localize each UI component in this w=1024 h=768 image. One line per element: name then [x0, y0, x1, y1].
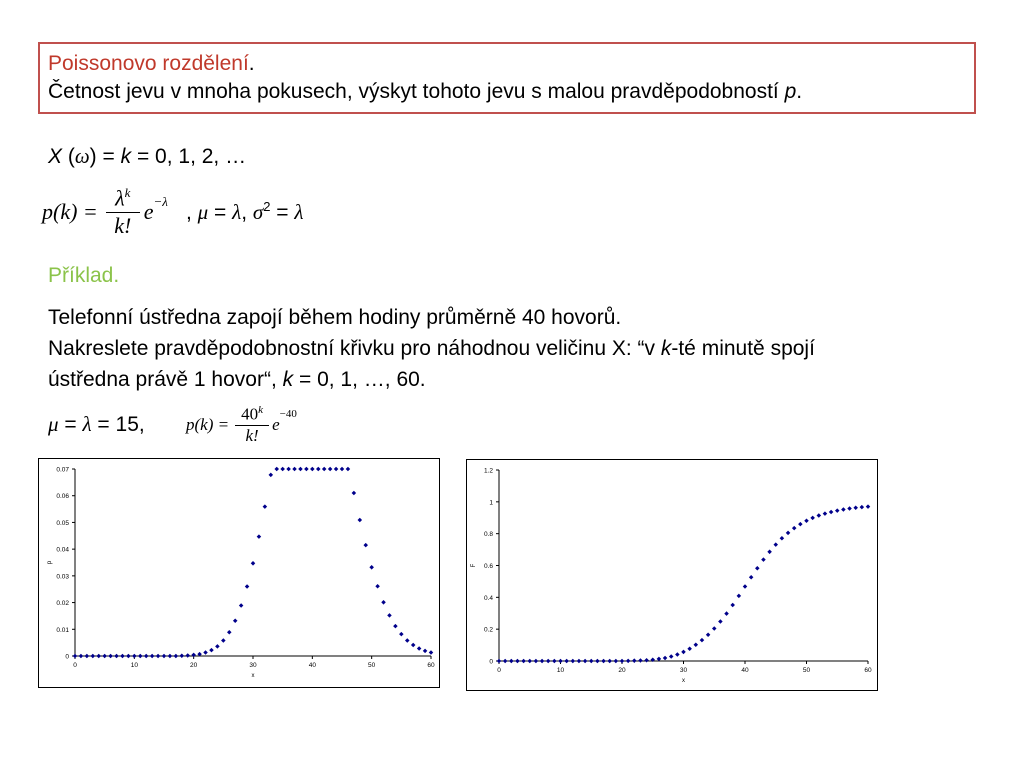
data-point: [150, 654, 155, 659]
subtitle-text: Četnost jevu v mnoha pokusech, výskyt tohoto jevu s malou pravděpodobností: [48, 80, 785, 103]
data-point: [515, 659, 520, 664]
data-point: [712, 626, 717, 631]
data-point: [274, 467, 279, 472]
data-point: [363, 543, 368, 548]
data-point: [663, 656, 668, 661]
data-point: [233, 618, 238, 623]
data-point: [687, 646, 692, 651]
y-tick-label: 1: [489, 499, 493, 507]
data-point: [589, 659, 594, 664]
data-point: [399, 632, 404, 637]
formula3-num-sup: k: [258, 404, 264, 417]
data-point: [185, 653, 190, 658]
data-point: [669, 654, 674, 659]
formula2-comma: ,: [241, 201, 253, 224]
data-point: [108, 654, 113, 659]
formula2-num-sup: k: [124, 185, 131, 201]
data-point: [245, 584, 250, 589]
data-point: [381, 600, 386, 605]
data-point: [866, 504, 871, 509]
formula2-moments: [186, 199, 304, 225]
text-line-3b: = 0, 1, …, 60.: [293, 368, 426, 391]
y-axis-label: F: [471, 563, 477, 568]
formula-random-variable: [48, 144, 246, 169]
data-point: [564, 659, 569, 664]
data-point: [829, 510, 834, 515]
data-point: [322, 467, 327, 472]
data-point: [209, 648, 214, 653]
chart-cdf-box: [466, 459, 878, 691]
data-point: [509, 659, 514, 664]
data-point: [798, 522, 803, 527]
data-point: [632, 658, 637, 663]
formula-example-params: [48, 412, 145, 437]
formula1-close: ) =: [89, 145, 121, 168]
data-point: [346, 467, 351, 472]
y-tick-label: 0: [65, 653, 69, 661]
chart-cdf: [467, 460, 877, 690]
data-point: [73, 654, 78, 659]
subtitle-line: [48, 78, 966, 106]
data-point: [298, 467, 303, 472]
text-line-3: [48, 368, 426, 392]
data-point: [743, 584, 748, 589]
data-point: [503, 659, 508, 664]
formula3-num-40: 40: [241, 404, 259, 424]
text-line-1: Telefonní ústředna zapojí během hodiny průměrně 40 hovorů.: [48, 306, 622, 329]
data-point: [749, 575, 754, 580]
data-point: [221, 638, 226, 643]
data-point: [786, 531, 791, 536]
data-point: [823, 511, 828, 516]
y-tick-label: 0.8: [483, 531, 493, 539]
subtitle-end: .: [796, 80, 803, 103]
data-point: [620, 659, 625, 664]
formula2-num-lambda: λ: [115, 185, 125, 211]
data-point: [85, 654, 90, 659]
data-point: [540, 659, 545, 664]
data-point: [552, 659, 557, 664]
data-point: [429, 650, 434, 655]
x-tick-label: 60: [864, 667, 872, 674]
formula2-exp-sup: −λ: [153, 194, 168, 209]
data-point: [96, 654, 101, 659]
data-point: [841, 507, 846, 512]
data-point: [304, 467, 309, 472]
formula2-eq2: =: [270, 201, 295, 224]
data-point: [132, 654, 137, 659]
data-point: [263, 504, 268, 509]
formula1-k: k: [120, 145, 132, 168]
formula2-lhs: p(k) =: [42, 199, 98, 224]
y-tick-label: 0.04: [56, 546, 69, 554]
data-point: [835, 508, 840, 513]
text-line-2k: k: [660, 337, 672, 360]
subtitle-var: p: [784, 80, 797, 103]
data-point: [239, 603, 244, 608]
formula2-eq1: =: [208, 201, 233, 224]
x-tick-label: 50: [368, 662, 376, 669]
formula2-denominator: k!: [114, 212, 132, 238]
x-tick-label: 0: [73, 662, 77, 669]
formula1-open: (: [62, 145, 75, 168]
text-line-2b: -té minutě spojí: [671, 337, 815, 360]
data-point: [638, 658, 643, 663]
data-point: [168, 654, 173, 659]
title-heading-dot: .: [248, 52, 255, 75]
data-point: [601, 659, 606, 664]
formula3-eq1: =: [58, 413, 83, 436]
formula3-lhs: p(k) =: [186, 415, 230, 434]
formula2-mu: μ: [197, 200, 209, 224]
x-tick-label: 20: [190, 662, 198, 669]
data-point: [280, 467, 285, 472]
x-tick-label: 60: [427, 662, 435, 669]
formula2-sigma-sup: 2: [263, 199, 271, 214]
data-point: [730, 603, 735, 608]
data-point: [257, 534, 262, 539]
data-point: [215, 644, 220, 649]
data-point: [340, 467, 345, 472]
formula3-lambda: λ: [82, 412, 92, 436]
data-point: [227, 630, 232, 635]
title-box: [38, 42, 976, 114]
data-point: [375, 584, 380, 589]
data-point: [292, 467, 297, 472]
data-point: [810, 516, 815, 521]
x-tick-label: 0: [497, 667, 501, 674]
data-point: [144, 654, 149, 659]
example-label: Příklad.: [48, 264, 120, 287]
y-tick-label: 0.6: [483, 563, 493, 570]
y-tick-label: 0.06: [56, 493, 69, 501]
formula2-comma-lead: ,: [185, 201, 198, 224]
data-point: [269, 473, 274, 478]
data-point: [162, 654, 167, 659]
title-heading: Poissonovo rozdělení: [48, 52, 249, 75]
y-tick-label: 0.01: [56, 626, 69, 634]
data-point: [174, 654, 179, 659]
data-point: [521, 659, 526, 664]
data-point: [737, 594, 742, 599]
formula2-lambda2: λ: [294, 200, 304, 224]
data-point: [369, 565, 374, 570]
formula3-denominator: k!: [245, 425, 259, 445]
data-point: [761, 557, 766, 562]
data-point: [626, 659, 631, 664]
data-point: [694, 643, 699, 648]
data-point: [358, 518, 363, 523]
data-point: [847, 506, 852, 511]
x-tick-label: 10: [556, 667, 565, 674]
data-point: [607, 659, 612, 664]
formula1-rest: = 0, 1, 2, …: [131, 145, 247, 168]
formula2-numerator: [106, 185, 140, 211]
text-line-2: [48, 337, 815, 361]
data-point: [780, 536, 785, 541]
data-point: [614, 659, 619, 664]
data-point: [718, 619, 723, 624]
title-line: [48, 50, 966, 78]
data-point: [180, 653, 185, 658]
data-point: [724, 611, 729, 616]
y-tick-label: 1.2: [483, 467, 493, 475]
text-line-3k: k: [282, 368, 294, 391]
data-point: [583, 659, 588, 664]
chart-pmf-box: [38, 458, 440, 688]
data-point: [102, 654, 107, 659]
x-tick-label: 10: [130, 662, 138, 669]
formula2-exp-base: e: [143, 199, 154, 224]
formula1-omega: ω: [74, 144, 90, 168]
data-point: [79, 654, 84, 659]
y-tick-label: 0.4: [483, 594, 493, 602]
y-tick-label: 0.2: [483, 626, 493, 634]
data-point: [387, 613, 392, 618]
text-line-3a: ústředna právě 1 hovor“,: [48, 368, 283, 391]
data-point: [251, 561, 256, 566]
data-point: [577, 659, 582, 664]
data-point: [497, 659, 502, 664]
data-point: [417, 646, 422, 651]
data-point: [91, 654, 96, 659]
x-tick-label: 20: [618, 667, 626, 674]
chart-pmf: [39, 459, 439, 687]
text-line-2a: Nakreslete pravděpodobnostní křivku pro náhodnou veličinu X: “v: [48, 337, 661, 360]
data-point: [114, 654, 119, 659]
data-point: [527, 659, 532, 664]
data-point: [328, 467, 333, 472]
data-point: [755, 566, 760, 571]
data-point: [792, 526, 797, 531]
y-tick-label: 0.07: [56, 466, 69, 474]
y-tick-label: 0.05: [56, 519, 69, 527]
x-tick-label: 40: [741, 667, 749, 674]
data-point: [767, 550, 772, 555]
formula-poisson-pmf: [42, 180, 304, 244]
data-point: [860, 505, 865, 510]
data-point: [804, 519, 809, 524]
formula3-fraction: [235, 404, 269, 446]
data-point: [423, 649, 428, 654]
y-tick-label: 0.03: [56, 573, 69, 581]
data-point: [853, 505, 858, 510]
data-point: [138, 654, 143, 659]
data-point: [595, 659, 600, 664]
formula-example-pmf: [186, 396, 297, 454]
data-point: [773, 542, 778, 547]
formula2-sigma: σ: [252, 200, 264, 224]
data-point: [286, 467, 291, 472]
data-point: [126, 654, 131, 659]
formula3-exp-base: e: [272, 415, 280, 434]
y-tick-label: 0.02: [56, 600, 69, 608]
data-point: [203, 650, 208, 655]
y-tick-label: 0: [489, 658, 493, 666]
data-point: [534, 659, 539, 664]
data-point: [316, 467, 321, 472]
data-point: [681, 650, 686, 655]
formula3-mu: μ: [48, 412, 59, 436]
data-point: [558, 659, 563, 664]
y-axis-label: p: [47, 560, 53, 565]
data-point: [700, 638, 705, 643]
formula2-fraction: [106, 185, 140, 238]
data-point: [334, 467, 339, 472]
data-point: [675, 652, 680, 657]
data-point: [191, 653, 196, 658]
x-tick-label: 30: [249, 662, 257, 669]
x-axis-label: x: [682, 678, 685, 684]
data-point: [352, 491, 357, 496]
formula1-X: X: [48, 145, 63, 168]
data-point: [546, 659, 551, 664]
data-point: [405, 638, 410, 643]
formula3-eq2: = 15,: [91, 413, 145, 436]
formula3-exp-sup: −40: [279, 408, 297, 420]
data-point: [411, 643, 416, 648]
data-point: [706, 632, 711, 637]
formula3-numerator: [235, 404, 269, 425]
data-point: [120, 654, 125, 659]
data-point: [310, 467, 315, 472]
data-point: [644, 658, 649, 663]
data-point: [571, 659, 576, 664]
formula2-lambda1: λ: [232, 200, 242, 224]
x-tick-label: 40: [308, 662, 316, 669]
x-tick-label: 30: [679, 667, 688, 674]
data-point: [817, 513, 822, 518]
data-point: [393, 624, 398, 629]
x-axis-label: x: [251, 673, 255, 679]
x-tick-label: 50: [802, 667, 811, 674]
data-point: [156, 654, 161, 659]
